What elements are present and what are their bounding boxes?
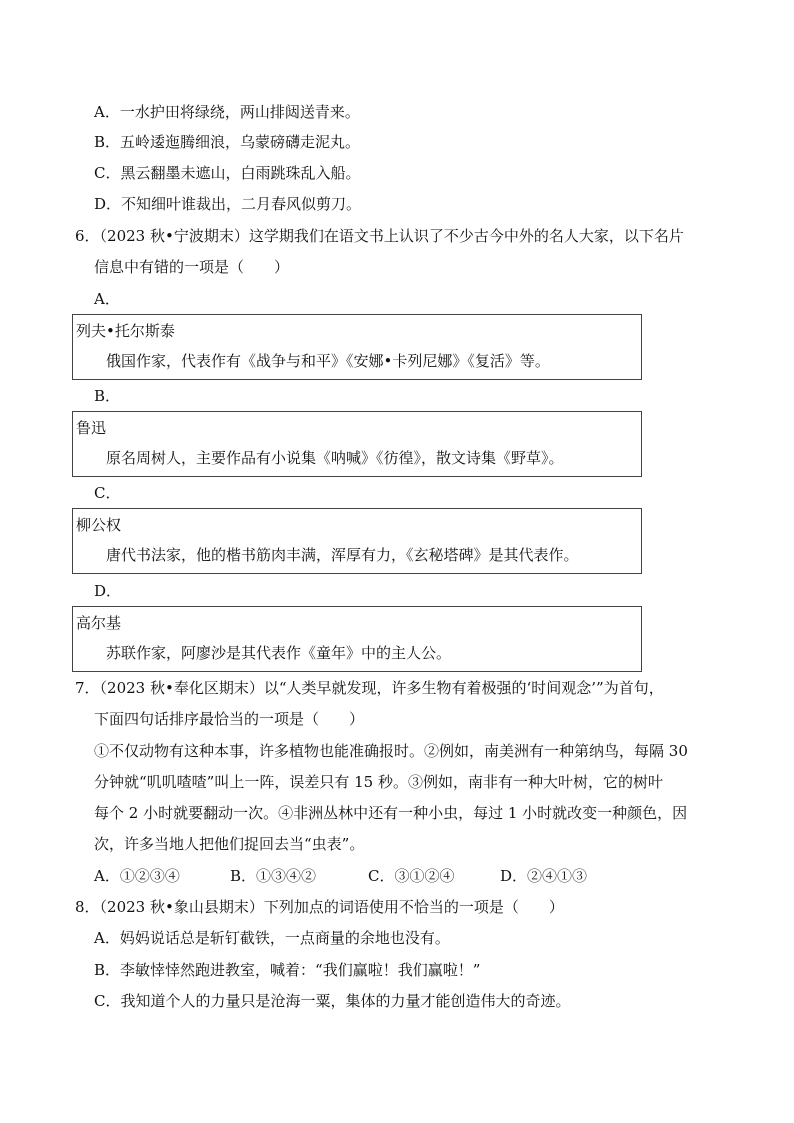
q6-card-b-name: 鲁迅 [76,419,107,437]
q7-body-line1: ①不仅动物有这种本事，许多植物也能准确报时。②例如，南美洲有一种第纳鸟，每隔 30 [94,742,688,760]
q8-option-b: B．李敏悻悻然跑进教室，喊着：“我们赢啦！我们赢啦！” [94,961,481,979]
q6-option-d-letter: D． [94,582,122,600]
q6-card-d [72,606,642,672]
q8-option-c: C．我知道个人的力量只是沧海一粟，集体的力量才能创造伟大的奇迹。 [94,992,571,1010]
q8-stem: 8．（2023 秋•象山县期末）下列加点的词语使用不恰当的一项是（ ） [75,898,564,916]
q6-stem-line2: 信息中有错的一项是（ ） [94,258,290,276]
q7-stem-line2: 下面四句话排序最恰当的一项是（ ） [94,710,365,728]
q7-body-line3: 每个 2 小时就要翻动一次。④非洲丛林中还有一种小虫，每过 1 小时就改变一种颜色，因 [94,804,688,822]
q6-card-d-info: 苏联作家，阿廖沙是其代表作《童年》中的主人公。 [106,644,452,662]
q6-card-a-info: 俄国作家，代表作有《战争与和平》《安娜•卡列尼娜》《复活》等。 [106,352,550,370]
q6-card-b [72,411,642,477]
q5-option-c: C．黑云翻墨未遮山，白雨跳珠乱入船。 [94,164,361,182]
q7-option-a: A．①②③④ [94,867,180,885]
q7-body-line2: 分钟就“叽叽喳喳”叫上一阵，误差只有 15 秒。③例如，南非有一种大叶树，它的树叶 [94,773,663,791]
q8-option-a: A．妈妈说话总是斩钉截铁，一点商量的余地也没有。 [94,929,450,947]
q5-option-a: A．一水护田将绿绕，两山排闼送青来。 [94,103,360,121]
q7-option-b: B．①③④② [230,867,317,885]
q5-option-d: D．不知细叶谁裁出，二月春风似剪刀。 [94,195,362,213]
q6-card-d-name: 高尔基 [76,614,122,632]
q6-card-b-info: 原名周树人，主要作品有小说集《呐喊》《彷徨》，散文诗集《野草》。 [106,449,564,467]
q6-card-a-name: 列夫•托尔斯泰 [76,322,175,340]
q7-option-d: D．②④①③ [500,867,588,885]
q6-stem-line1: 6．（2023 秋•宁波期末）这学期我们在语文书上认识了不少古今中外的名人大家，以下名片 [75,227,684,245]
q6-card-c-name: 柳公权 [76,516,122,534]
q6-option-c-letter: C． [94,484,121,502]
q7-body-line4: 次，许多当地人把他们捉回去当“虫表”。 [94,835,365,853]
q6-option-a-letter: A． [94,290,120,308]
q6-card-a [72,314,642,380]
q6-card-c [72,508,642,574]
q6-option-b-letter: B． [94,387,121,405]
q7-option-c: C．③①②④ [368,867,455,885]
q7-stem-line1: 7．（2023 秋•奉化区期末）以“人类早就发现，许多生物有着极强的‘时间观念’”为首句， [75,679,664,697]
q5-option-b: B．五岭逶迤腾细浪，乌蒙磅礴走泥丸。 [94,133,361,151]
q6-card-c-info: 唐代书法家，他的楷书筋肉丰满，浑厚有力，《玄秘塔碑》是其代表作。 [106,546,579,564]
